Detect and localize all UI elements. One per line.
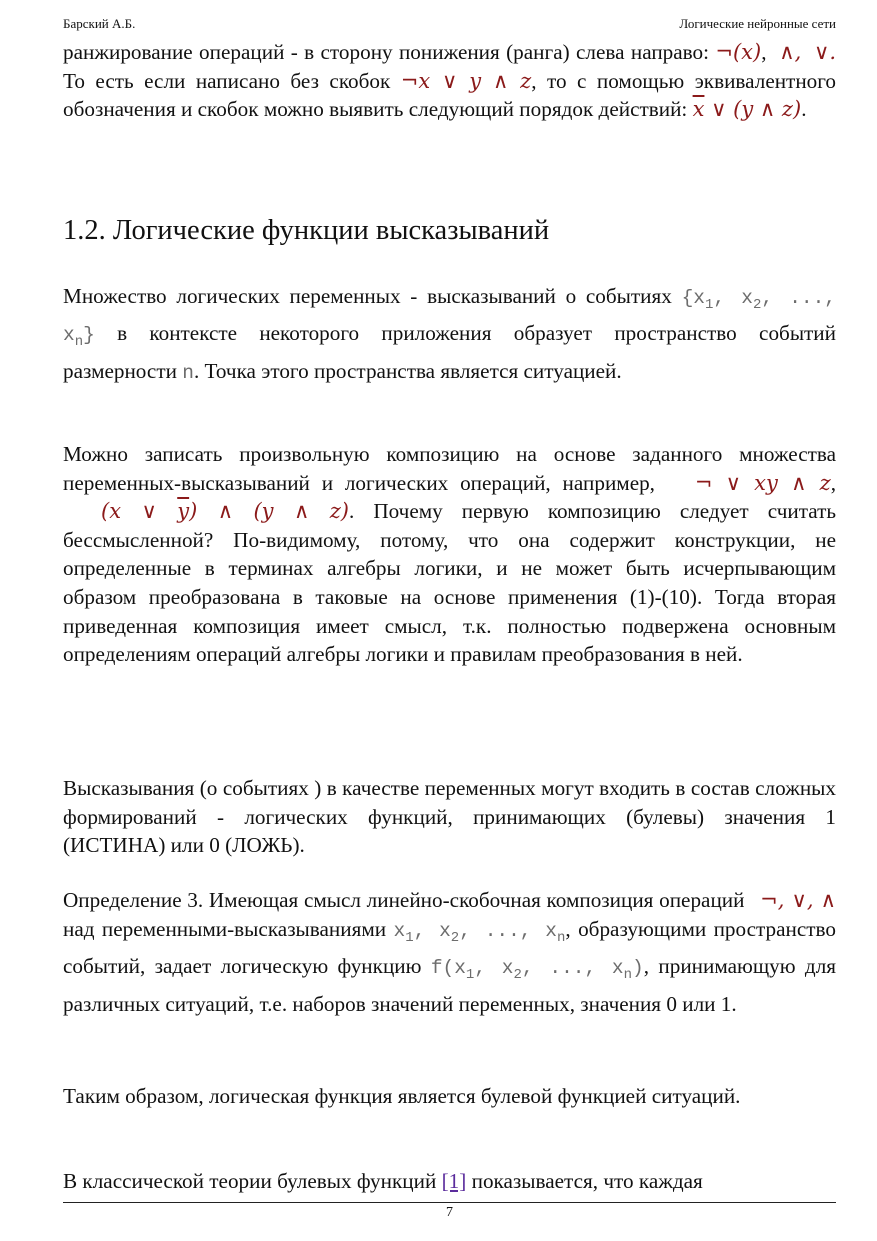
- formula-or: ∨.: [813, 40, 836, 64]
- paragraph-composition-example: Можно записать произвольную композицию на основе заданного множества переменных-высказываний и логических операций, например, ¬ ∨ xy ∧ z, (x ∨ $\overline{y}$) ∧ (y ∧ z). Почему первую композицию следует считать бессмысленной? По-видимому, потому, что она содержит конструкции, не определенные в терминах алгебры логики, и не может быть исчерпывающим образом преобразована в таковые на основе применения (1)-(10). Тогда вторая приведенная композиция имеет смысл, т.к. полностью подвержена основным определениям операций алгебры логики и правилам преобразования в ней.: [63, 442, 836, 667]
- formula-negation: ¬(x): [715, 40, 762, 64]
- document-page: [63, 0, 836, 1241]
- formula-bracketed-expression: $\overline{x}$ ∨ (y ∧ z): [692, 97, 802, 122]
- section-heading: 1.2. Логические функции высказываний: [63, 215, 550, 246]
- paragraph-variable-set: Множество логических переменных - высказываний о событиях {$x_1$, $x_2$, ..., $x_n$} в контексте некоторого приложения образует пространство событий размерности n. Точка этого пространства является ситуацией.: [63, 284, 837, 384]
- paragraph-boolean-function: Таким образом, логическая функция является булевой функцией ситуаций.: [63, 1084, 741, 1108]
- footer-divider: [63, 1202, 836, 1203]
- variable-set: {$x_1$, $x_2$, ..., $x_n$}: [63, 287, 837, 351]
- formula-expression: ¬x ∨ y ∧ z: [400, 68, 532, 93]
- variables-list: $x_1$, $x_2$, ..., $x_n$: [393, 919, 566, 946]
- header-author: Барский А.Б.: [63, 16, 136, 31]
- paragraph-statements: Высказывания (о событиях ) в качестве переменных могут входить в состав сложных формирований - логических функций, принимающих (булевы) значения 1 (ИСТИНА) или 0 (ЛОЖЬ).: [63, 776, 836, 858]
- paragraph-operator-precedence: ранжирование операций - в сторону понижения (ранга) слева направо: ¬(x), ∧, ∨. То есть если написано без скобок ¬x ∨ y ∧ z, то с помощью эквивалентного обозначения и скобок можно выявить следующий порядок действий: $\overline{x}$ ∨ (y ∧ z).: [63, 40, 837, 122]
- paragraph-definition-3: Определение 3. Имеющая смысл линейно-скобочная композиция операций ¬, ∨, ∧ над переменными-высказываниями $x_1$, $x_2$, ..., $x_n$, образующими пространство событий, задает логическую функцию $f(x_1$, $x_2$, ..., $x_n$), принимающую для различных ситуаций, т.е. наборов значений переменных, значения 0 или 1.: [63, 888, 837, 1016]
- reference-link[interactable]: [1]: [441, 1169, 467, 1193]
- formula-operations: ¬, ∨, ∧: [760, 888, 836, 912]
- formula-valid-composition: (x ∨ $\overline{y}$) ∧ (y ∧ z): [101, 499, 349, 524]
- function-notation: $f(x_1$, $x_2$, ..., $x_n$): [430, 957, 644, 983]
- page-number: 7: [446, 1205, 453, 1220]
- paragraph-classical-theory: В классической теории булевых функций [1] показывается, что каждая: [63, 1169, 703, 1193]
- running-header: [63, 14, 836, 34]
- header-title: Логические нейронные сети: [679, 16, 836, 31]
- formula-meaningless-composition: ¬ ∨ xy ∧ z: [694, 470, 831, 495]
- dimension-n: n: [182, 361, 194, 384]
- formula-and: ∧,: [779, 40, 802, 64]
